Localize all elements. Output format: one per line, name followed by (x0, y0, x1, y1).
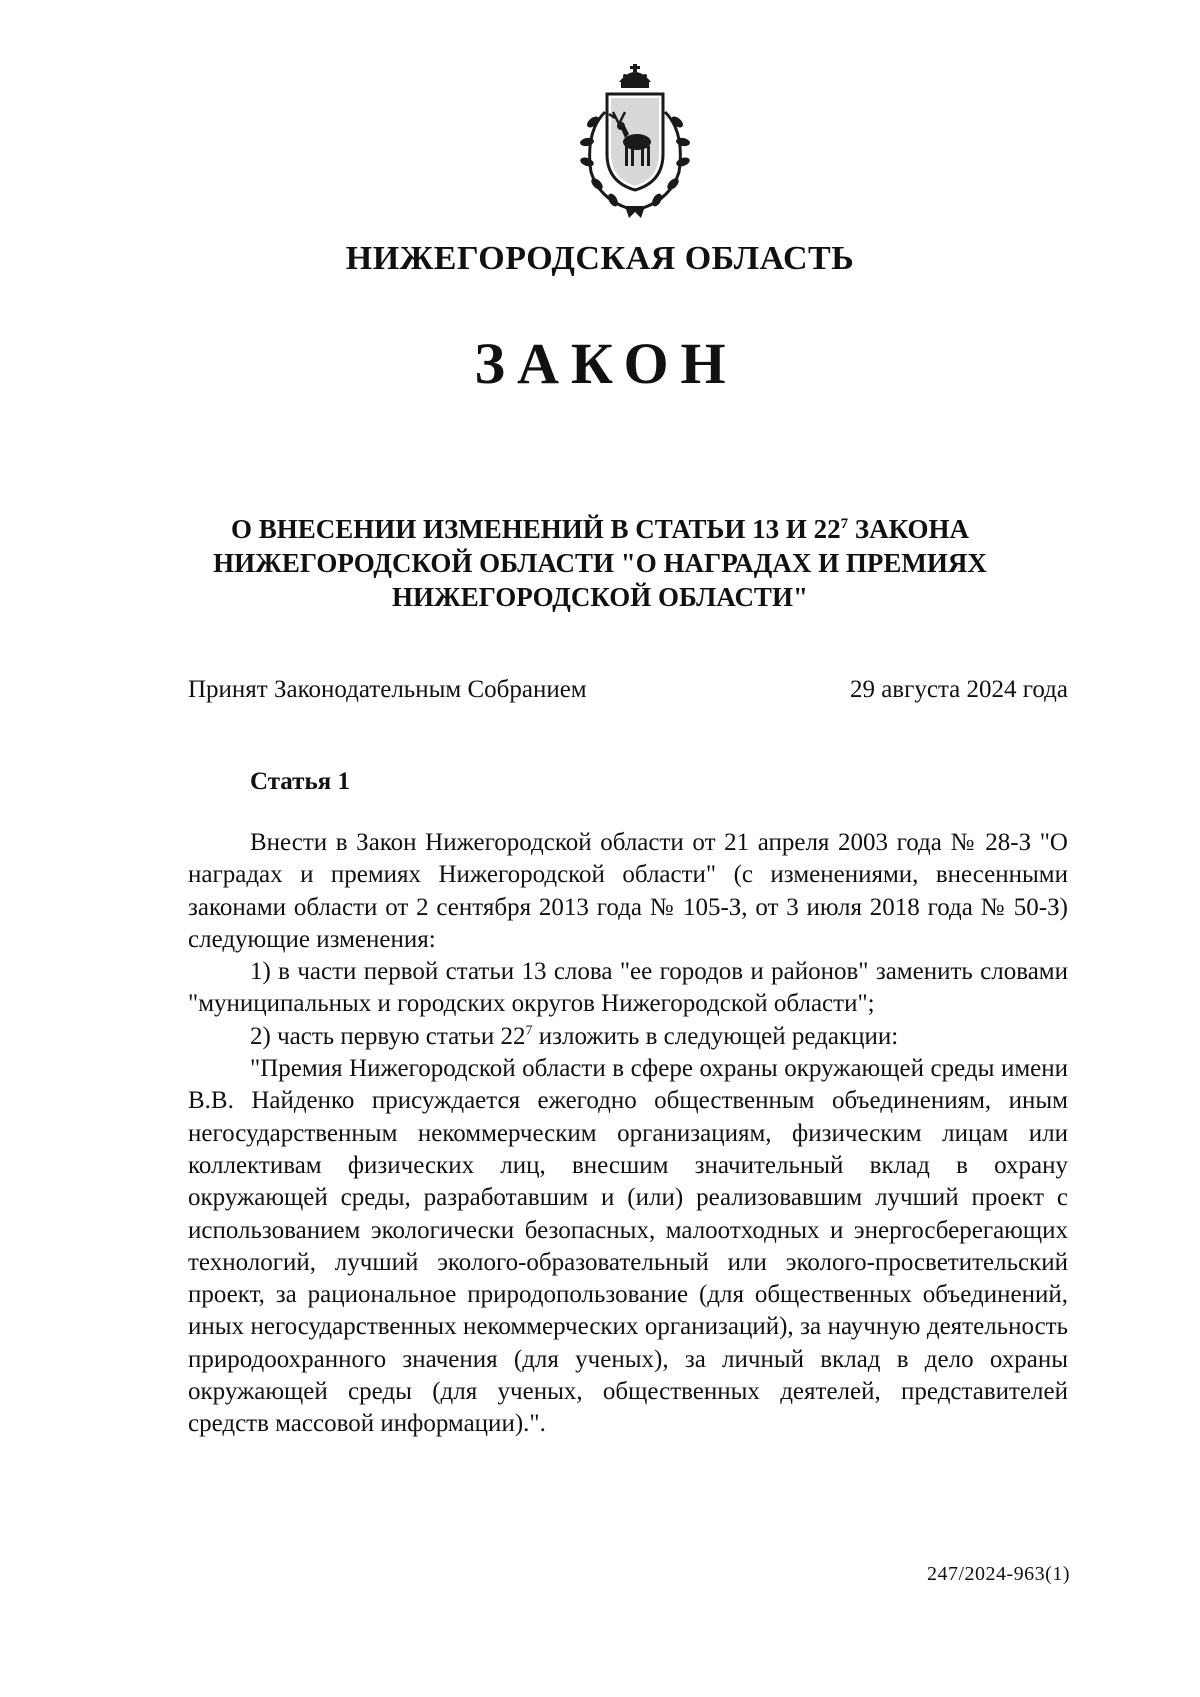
article-item-2: 2) часть первую статьи $22^7$ изложить в следующей редакции: (250, 1022, 899, 1050)
coat-of-arms-icon (565, 62, 705, 222)
document-type: ЗАКОН (474, 331, 738, 396)
adoption-date: 29 августа 2024 года (849, 676, 1068, 703)
adoption-row (188, 676, 1068, 704)
law-title (180, 512, 1020, 614)
article-body (188, 827, 1068, 1441)
article-quote: "Премия Нижегородской области в сфере охраны окружающей среды имени В.В. Найденко присуждается ежегодно общественным объединениям, иным негосударственным некоммерческим организациям, физическим лицам или коллективам физических лиц, внесшим значительный вклад в охрану окружающей среды, разработавшим и (или) реализовавшим лучший проект с использованием экологически безопасных, малоотходных и энергосберегающих технологий, лучший эколого-образовательный или эколого-просветительский проект, за рациональное природопользование (для общественных объединений, иных негосударственных некоммерческих организаций), за научную деятельность природоохранного значения (для ученых), за личный вклад в дело охраны окружающей среды (для ученых, общественных деятелей, представителей средств массовой информации).". (188, 1055, 1068, 1438)
law-title-line-1: О ВНЕСЕНИИ ИЗМЕНЕНИЙ В СТАТЬИ 13 И $22^7$ ЗАКОНА (230, 514, 970, 544)
article-intro: Внести в Закон Нижегородской области от 21 апреля 2003 года № 28-З "О наградах и премиях Нижегородской области" (с изменениями, внесенными законами области от 2 сентября 2013 года № 105-З, от 3 июля 2018 года № 50-З) следующие изменения: (188, 829, 1068, 953)
document-number: 247/2024-963(1) (926, 1563, 1070, 1585)
law-title-line-2: НИЖЕГОРОДСКОЙ ОБЛАСТИ "О НАГРАДАХ И ПРЕМИЯХ (213, 548, 987, 578)
article-item-1: 1) в части первой статьи 13 слова "ее городов и районов" заменить словами "муниципальных и городских округов Нижегородской области"; (188, 958, 1068, 1018)
article-heading: Статья 1 (250, 768, 350, 795)
adoption-label: Принят Законодательным Собранием (188, 676, 587, 703)
law-title-line-3: НИЖЕГОРОДСКОЙ ОБЛАСТИ" (392, 582, 808, 612)
region-name: НИЖЕГОРОДСКАЯ ОБЛАСТЬ (345, 240, 855, 277)
